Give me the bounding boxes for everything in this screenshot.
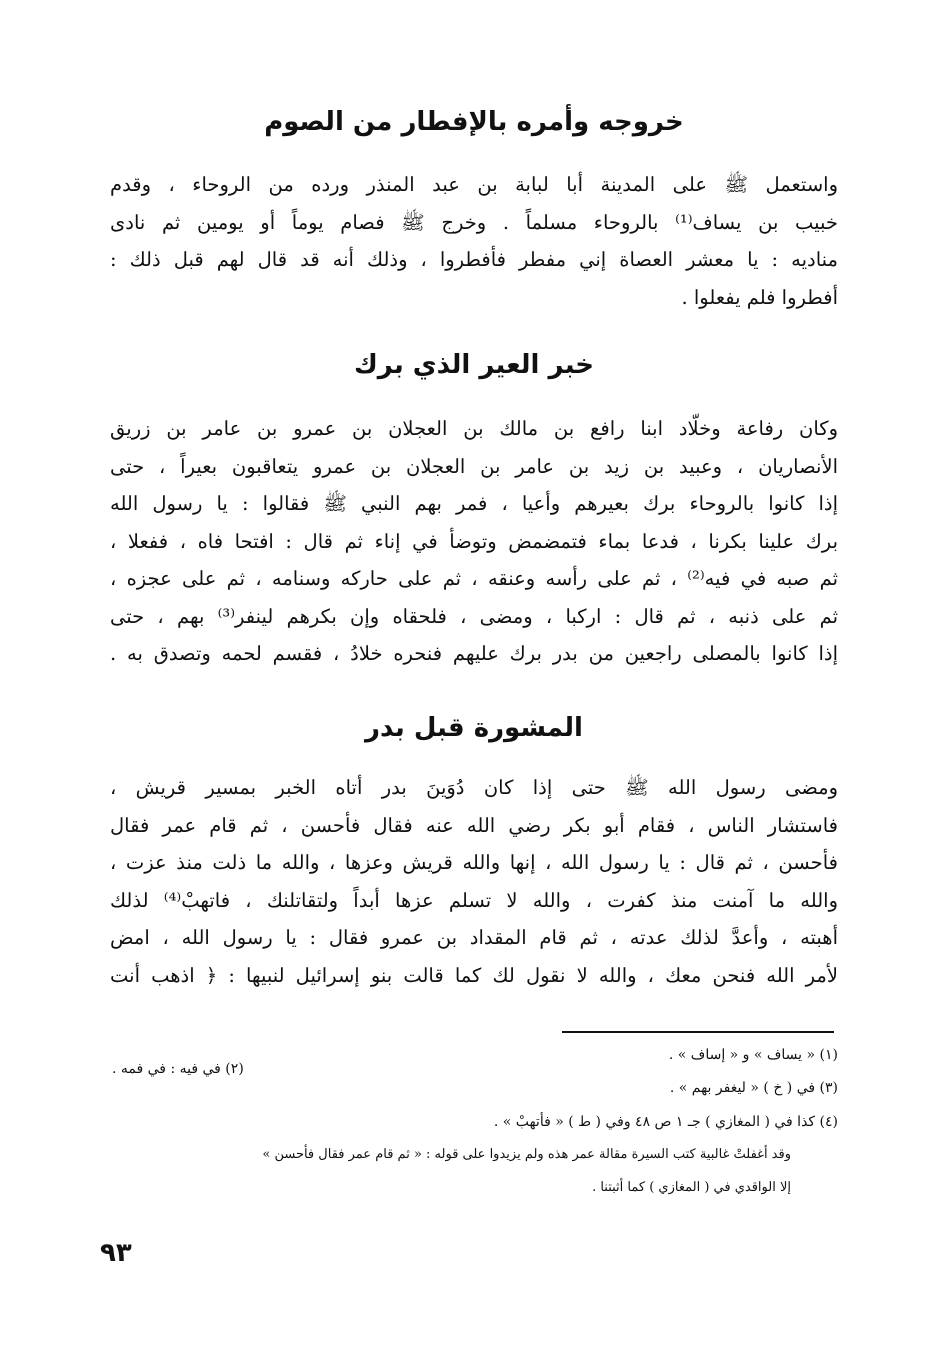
- text-line: مناديه : يا معشر العصاة إني مفطر فأفطروا ، وذلك أنه قد قال لهم قبل ذلك :: [110, 248, 838, 271]
- text-line: ثم على ذنبه ، ثم قال : اركبا ، ومضى ، فلحقاه وإن بكرهم لينفر⁽³⁾ بهم ، حتى: [110, 604, 838, 628]
- footnote-divider: [562, 1031, 834, 1033]
- text-line: أفطروا فلم يفعلوا .: [681, 285, 838, 309]
- text-line: إذا كانوا بالروحاء برك بعيرهم وأعيا ، فمر بهم النبي ﷺ فقالوا : يا رسول الله: [110, 492, 838, 515]
- footnote-2: (٢) في فيه : في فمه .: [112, 1061, 244, 1077]
- section-heading-camel: خبر العير الذي برك: [353, 350, 595, 380]
- text-line: فاستشار الناس ، فقام أبو بكر رضي الله عنه فقال فأحسن ، ثم قام عمر فقال: [110, 813, 838, 837]
- footnote-4-continuation-end: إلا الواقدي في ( المغازي ) كما أثبتنا .: [592, 1180, 791, 1195]
- text-line: خبيب بن يساف⁽¹⁾ بالروحاء مسلماً . وخرج ﷺ فصام يوماً أو يومين ثم نادى: [110, 210, 838, 234]
- text-line: ثم صبه في فيه⁽²⁾ ، ثم على رأسه وعنقه ، ثم على حاركه وسنامه ، ثم على عجزه ،: [110, 567, 838, 590]
- text-line: برك علينا بكرنا ، فدعا بماء فتمضمض وتوضأ في إناء ثم قال : افتحا فاه ، ففعلا ،: [110, 529, 838, 553]
- footnote-4-continuation: وقد أغفلتْ غالبية كتب السيرة مقالة عمر هذه ولم يزيدوا على قوله : « ثم قام عمر فقال فأحسن »: [262, 1147, 791, 1162]
- text-line: ومضى رسول الله ﷺ حتى إذا كان دُوَينَ بدر أتاه الخبر بمسير قريش ،: [110, 776, 838, 799]
- text-line: والله ما آمنت منذ كفرت ، والله لا تسلم عزها أبداً ولتقاتلنك ، فاتهبْ⁽⁴⁾ لذلك: [110, 888, 838, 912]
- text-line: الأنصاريان ، وعبيد بن زيد بن عامر بن العجلان بن عمرو يتعاقبون بعيراً ، حتى: [110, 454, 838, 478]
- text-line: لأمر الله فنحن معك ، والله لا نقول لك كما قالت بنو إسرائيل لنبيها : ﴿ اذهب أنت: [110, 963, 838, 987]
- text-line: وكان رفاعة وخلّاد ابنا رافع بن مالك بن العجلان بن عمرو بن عامر بن زريق: [110, 417, 838, 440]
- section-heading-fasting: خروجه وأمره بالإفطار من الصوم: [264, 107, 684, 137]
- paragraph-fasting: [110, 166, 838, 316]
- section-heading-consultation: المشورة قبل بدر: [365, 713, 583, 743]
- page-number: ٩٣: [100, 1238, 132, 1268]
- text-line: فأحسن ، ثم قال : يا رسول الله ، إنها والله قريش وعزها ، والله ما ذلت منذ عزت ،: [110, 851, 838, 874]
- text-line: أهبته ، وأعدَّ لذلك عدته ، ثم قام المقداد بن عمرو فقال : يا رسول الله ، امض: [110, 926, 838, 949]
- footnote-1: (١) « يساف » و « إساف » .: [668, 1047, 838, 1063]
- footnote-3: (٣) في ( خ ) « ليغفر بهم » .: [669, 1080, 838, 1096]
- text-line: واستعمل ﷺ على المدينة أبا لبابة بن عبد المنذر ورده من الروحاء ، وقدم: [110, 173, 838, 196]
- footnote-4: (٤) كذا في ( المغازي ) جـ ١ ص ٤٨ وفي ( ط ) « فأتهبْ » .: [493, 1114, 838, 1130]
- paragraph-consultation: [110, 769, 838, 994]
- paragraph-camel: [110, 410, 838, 673]
- text-line: إذا كانوا بالمصلى راجعين من بدر برك عليهم فنحره خلادُ ، فقسم لحمه وتصدق به .: [110, 642, 838, 665]
